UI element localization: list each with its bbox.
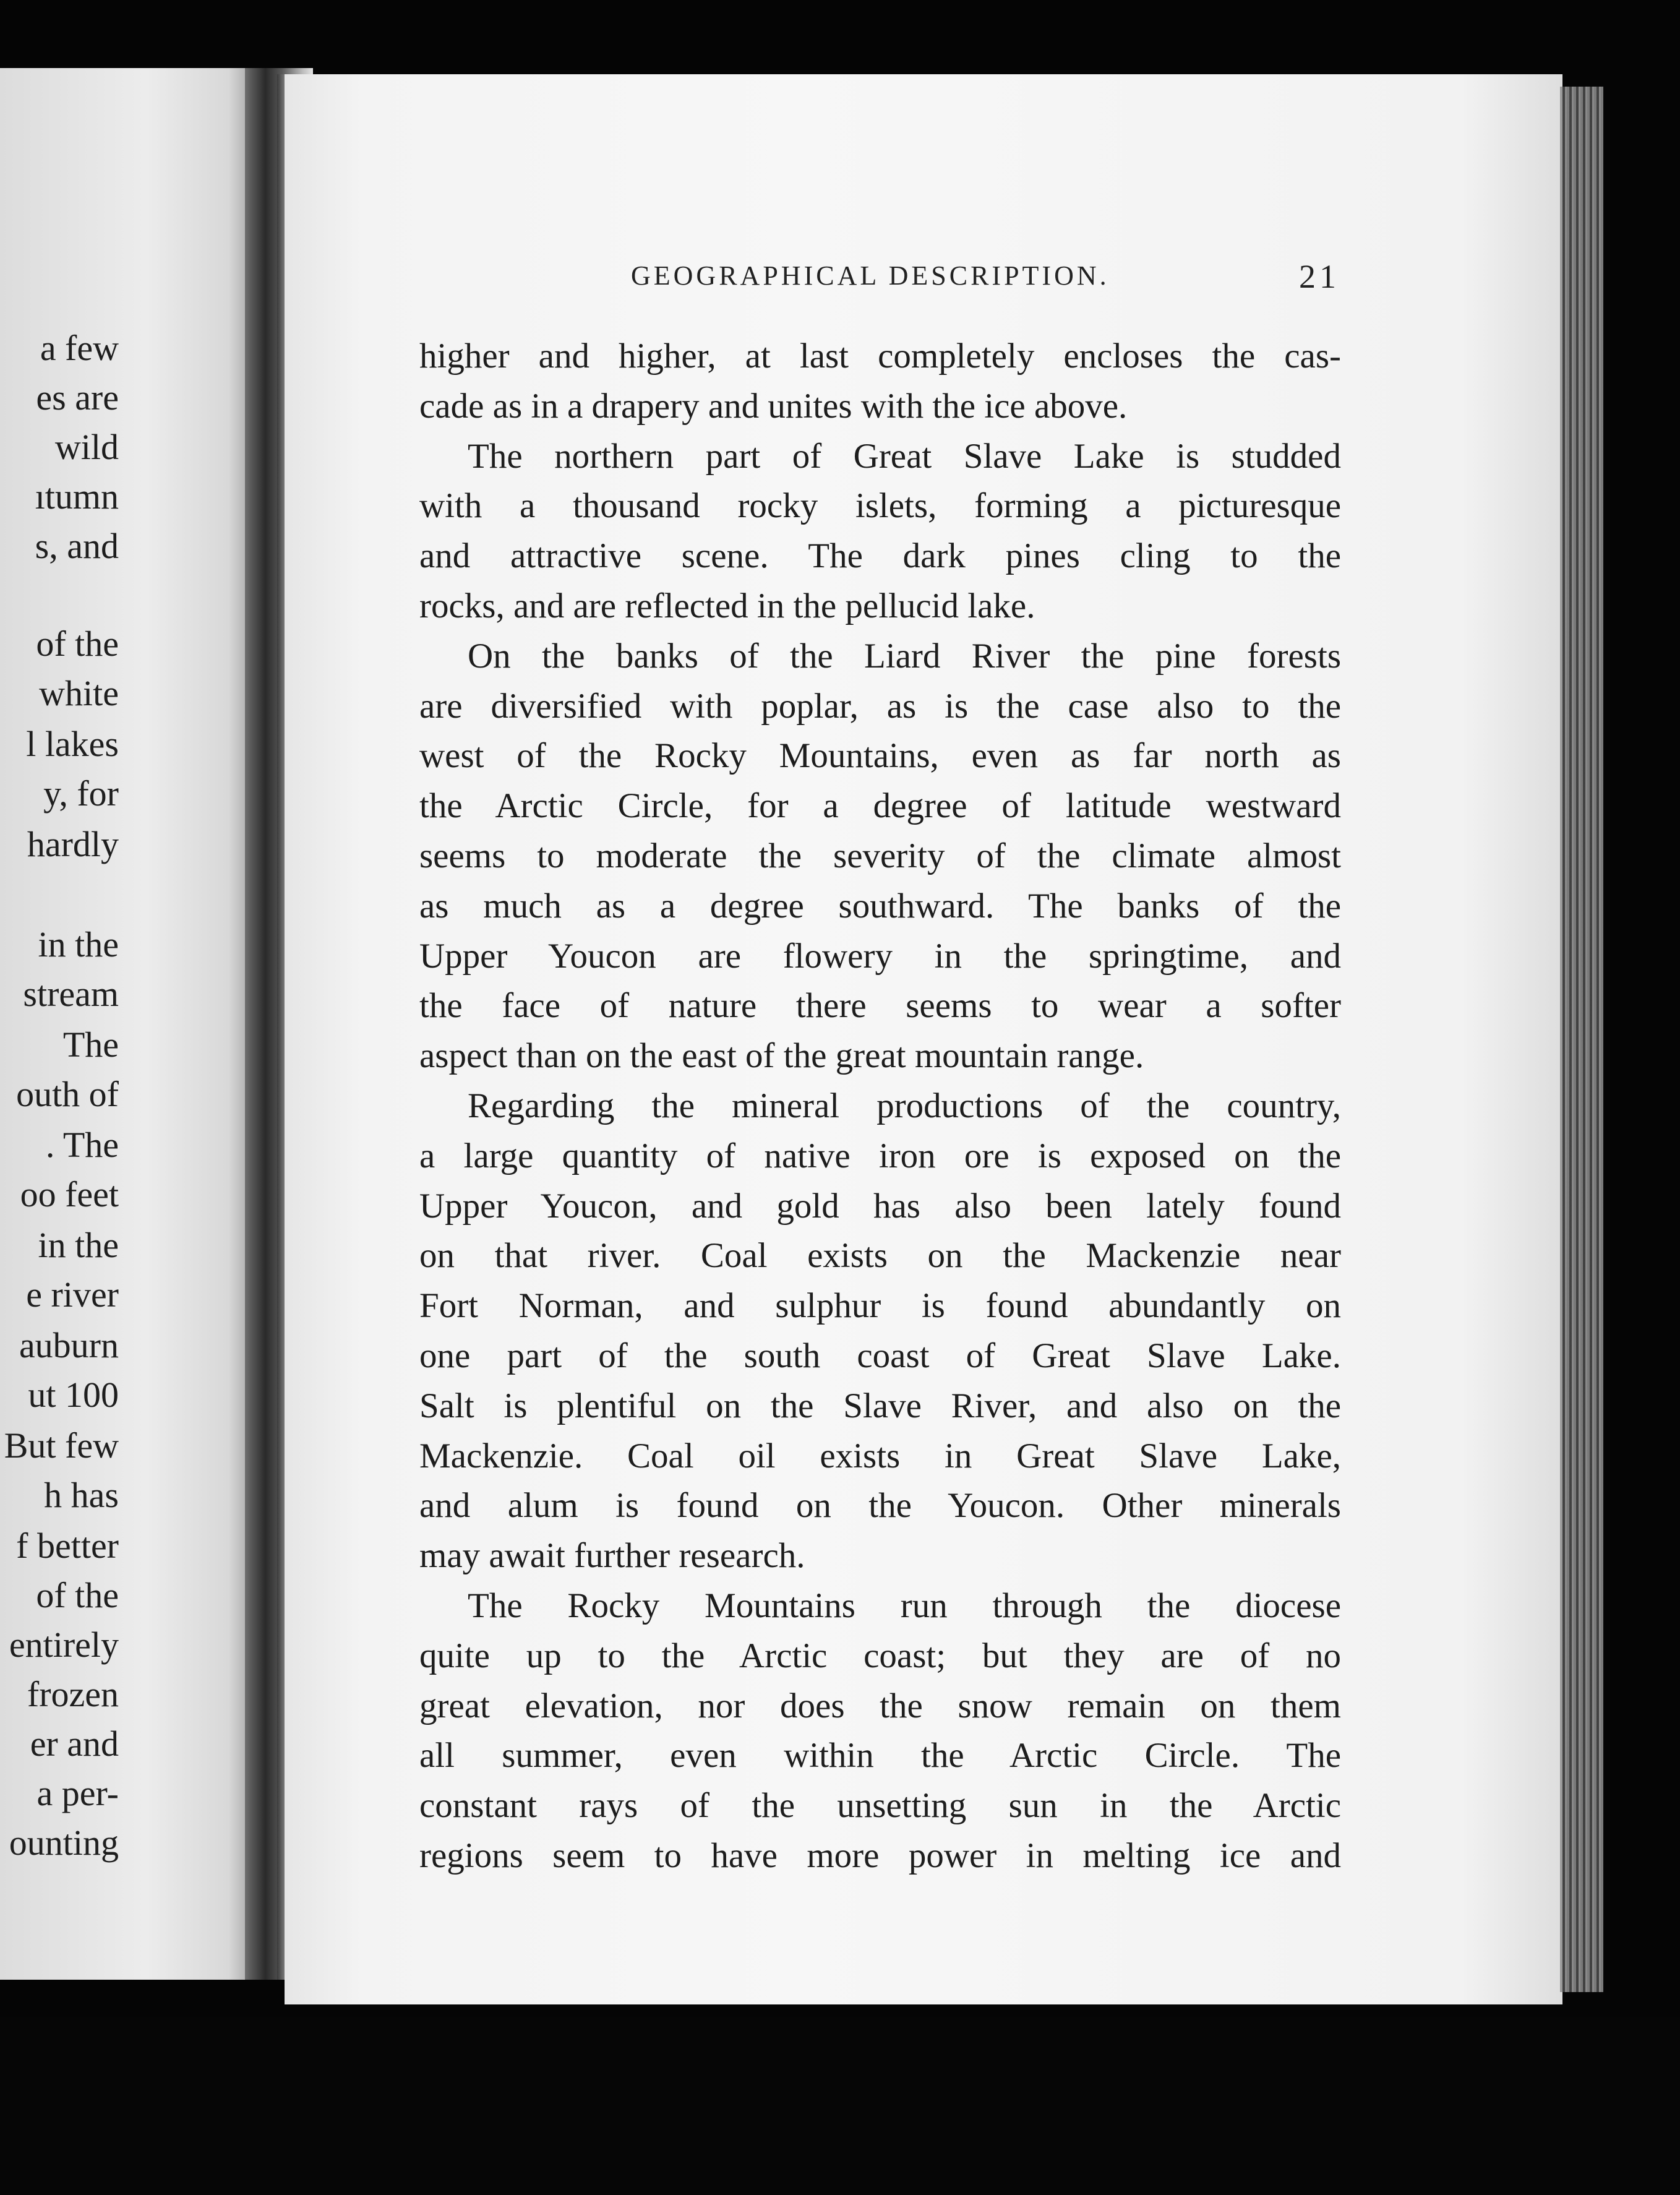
paragraph-start-line: The northern part of Great Slave Lake is studded [468, 436, 1341, 476]
left-line: entirely [9, 1625, 119, 1665]
text-line: as much as a degree southward. The banks of the [419, 886, 1341, 926]
left-line: The [62, 1024, 119, 1065]
text-line: the face of nature there seems to wear a softer [419, 986, 1341, 1026]
text-line: quite up to the Arctic coast; but they are of no [419, 1636, 1341, 1675]
page-number: 21 [1299, 258, 1340, 295]
left-line: f better [16, 1526, 119, 1566]
running-head-title: GEOGRAPHICAL DESCRIPTION. [631, 260, 1110, 291]
left-line: in the [38, 924, 119, 964]
left-line: e river [26, 1274, 119, 1315]
left-line: h has [44, 1475, 119, 1515]
text-line: regions seem to have more power in melting ice and [419, 1836, 1341, 1875]
text-line: great elevation, nor does the snow remain on them [419, 1686, 1341, 1725]
left-line: wild [54, 427, 119, 467]
left-line: ıtumn [35, 476, 119, 517]
text-line: cade as in a drapery and unites with the ice above. [419, 386, 1128, 426]
left-line: a per- [36, 1773, 119, 1813]
left-line: s, and [35, 526, 119, 566]
left-line: oo feet [20, 1174, 119, 1214]
page-stack-edge [1560, 87, 1603, 1992]
left-line: er and [30, 1724, 119, 1764]
left-line: l lakes [26, 724, 119, 764]
left-line: But few [4, 1425, 119, 1466]
left-line: es are [36, 377, 119, 418]
text-line: Upper Youcon, and gold has also been lately found [419, 1186, 1341, 1226]
text-line: Upper Youcon are flowery in the springtime, and [419, 936, 1341, 976]
body-text [419, 332, 1341, 1881]
text-line: with a thousand rocky islets, forming a picturesque [419, 486, 1341, 526]
text-line: Mackenzie. Coal oil exists in Great Slave Lake, [419, 1436, 1341, 1476]
left-line: of the [36, 624, 119, 664]
paragraph-start-line: The Rocky Mountains run through the diocese [468, 1586, 1341, 1625]
left-line: ounting [9, 1823, 119, 1863]
left-line: y, for [43, 773, 119, 814]
text-line: constant rays of the unsetting sun in the Arctic [419, 1786, 1341, 1826]
text-line: and alum is found on the Youcon. Other minerals [419, 1486, 1341, 1526]
scan-background [0, 2017, 1680, 2195]
left-line: stream [23, 974, 119, 1014]
text-line: the Arctic Circle, for a degree of latitude westward [419, 786, 1341, 826]
left-line: hardly [27, 824, 119, 864]
paragraph-start-line: On the banks of the Liard River the pine forests [468, 636, 1341, 676]
left-line: white [39, 673, 119, 713]
text-line: all summer, even within the Arctic Circle. The [419, 1736, 1341, 1776]
left-line: frozen [27, 1674, 119, 1714]
text-line: and attractive scene. The dark pines cling to the [419, 536, 1341, 576]
text-line: higher and higher, at last completely encloses the cas- [419, 337, 1341, 376]
left-line: ut 100 [28, 1375, 119, 1415]
text-line: on that river. Coal exists on the Mackenzie near [419, 1236, 1341, 1276]
paragraph-start-line: Regarding the mineral productions of the country, [468, 1086, 1341, 1125]
text-line: seems to moderate the severity of the climate almost [419, 836, 1341, 875]
text-line: aspect than on the east of the great mountain range. [419, 1036, 1144, 1076]
text-line: Fort Norman, and sulphur is found abundantly on [419, 1286, 1341, 1326]
left-line: outh of [16, 1074, 119, 1114]
text-line: are diversified with poplar, as is the case also to the [419, 686, 1341, 726]
left-line: in the [38, 1225, 119, 1265]
text-line: rocks, and are reflected in the pellucid lake. [419, 586, 1035, 625]
text-line: a large quantity of native iron ore is exposed on the [419, 1136, 1341, 1175]
left-line: of the [36, 1575, 119, 1615]
running-head [0, 260, 1680, 297]
left-line: a few [40, 328, 119, 368]
left-line: . The [45, 1125, 119, 1165]
text-line: may await further research. [419, 1536, 805, 1576]
text-line: west of the Rocky Mountains, even as far north as [419, 736, 1341, 776]
left-page [0, 68, 266, 1980]
left-line: auburn [19, 1325, 119, 1365]
text-line: one part of the south coast of Great Slave Lake. [419, 1336, 1341, 1375]
text-line: Salt is plentiful on the Slave River, and also on the [419, 1386, 1341, 1425]
